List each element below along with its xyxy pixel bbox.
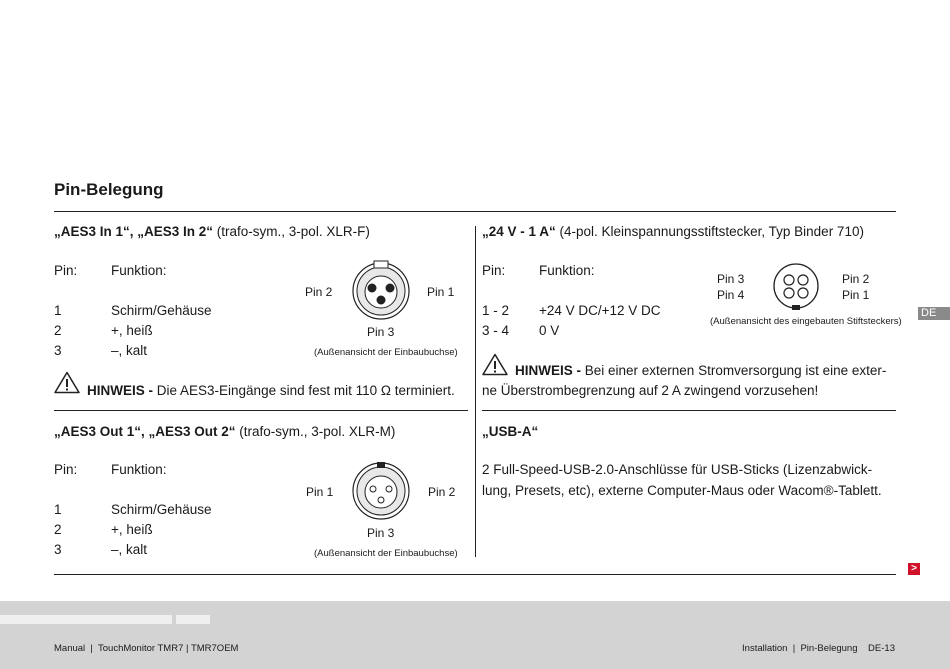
usb-title: „USB-A“ xyxy=(482,424,539,439)
aes-out-title-bold: „AES3 Out 1“, „AES3 Out 2“ xyxy=(54,424,236,439)
heading-rule xyxy=(54,211,896,212)
power-diagram-caption: (Außenansicht des eingebauten Stiftsteckers) xyxy=(710,316,902,327)
aes-in-row-1-func: Schirm/Gehäuse xyxy=(111,303,212,318)
aes-in-row-3-pin: 3 xyxy=(54,343,62,358)
bottom-rule xyxy=(54,574,896,575)
xlr-male-connector-icon xyxy=(350,460,412,522)
aes-out-row-3-func: –, kalt xyxy=(111,542,148,557)
aes-out-row-1-pin: 1 xyxy=(54,502,62,517)
footer-right-text: Installation | Pin-Belegung DE-13 xyxy=(742,643,895,654)
aes-in-row-1-pin: 1 xyxy=(54,303,62,318)
aes-out-title xyxy=(54,424,395,440)
power-row-2-pin: 3 - 4 xyxy=(482,323,510,338)
usb-text-line-2: lung, Presets, etc), externe Computer-Maus oder Wacom®-Tablett. xyxy=(482,483,882,498)
language-tab: DE xyxy=(918,307,950,320)
aes-out-diagram-caption: (Außenansicht der Einbaubuchse) xyxy=(314,548,458,559)
power-row-1-func: +24 V DC/+12 V DC xyxy=(539,303,661,318)
aes-in-note xyxy=(87,383,455,399)
column-divider xyxy=(475,226,476,557)
aes-in-note-text: Die AES3-Eingänge sind fest mit 110 Ω terminiert. xyxy=(153,383,455,398)
power-title-bold: „24 V - 1 A“ xyxy=(482,224,556,239)
power-note-label: HINWEIS - xyxy=(515,363,581,378)
power-title xyxy=(482,224,864,240)
aes-in-row-2-pin: 2 xyxy=(54,323,62,338)
right-section-rule xyxy=(482,410,896,411)
aes-out-func-header: Funktion: xyxy=(111,462,167,477)
aes-out-title-rest: (trafo-sym., 3-pol. XLR-M) xyxy=(235,424,396,439)
power-row-2-func: 0 V xyxy=(539,323,560,338)
left-section-rule xyxy=(54,410,468,411)
next-page-arrow[interactable]: > xyxy=(908,563,920,575)
power-diagram-right-bottom: Pin 1 xyxy=(842,288,870,302)
aes-in-diagram-bottom: Pin 3 xyxy=(367,325,395,339)
aes-out-diagram-right: Pin 2 xyxy=(428,485,456,499)
aes-out-row-2-func: +, heiß xyxy=(111,522,153,537)
aes-in-diagram-right: Pin 1 xyxy=(427,285,455,299)
warning-icon xyxy=(482,353,508,376)
aes-in-title xyxy=(54,224,370,240)
aes-out-row-3-pin: 3 xyxy=(54,542,62,557)
footer-tab-short xyxy=(176,615,210,624)
aes-out-diagram-bottom: Pin 3 xyxy=(367,526,395,540)
xlr-female-connector-icon xyxy=(350,260,412,322)
aes-out-pin-header: Pin: xyxy=(54,462,78,477)
aes-in-row-2-func: +, heiß xyxy=(111,323,153,338)
footer-left-text: Manual | TouchMonitor TMR7 | TMR7OEM xyxy=(54,643,239,654)
footer-tab-long xyxy=(0,615,172,624)
warning-icon xyxy=(54,371,80,394)
aes-in-row-3-func: –, kalt xyxy=(111,343,148,358)
aes-out-row-1-func: Schirm/Gehäuse xyxy=(111,502,212,517)
aes-in-diagram-left: Pin 2 xyxy=(305,285,333,299)
aes-out-row-2-pin: 2 xyxy=(54,522,62,537)
power-note-line-1 xyxy=(515,363,886,379)
power-row-1-pin: 1 - 2 xyxy=(482,303,510,318)
usb-text-line-1: 2 Full-Speed-USB-2.0-Anschlüsse für USB-Sticks (Lizenzabwick- xyxy=(482,462,873,477)
power-func-header: Funktion: xyxy=(539,263,595,278)
aes-in-title-rest: (trafo-sym., 3-pol. XLR-F) xyxy=(213,224,370,239)
power-title-rest: (4-pol. Kleinspannungsstiftstecker, Typ Binder 710) xyxy=(555,224,864,239)
aes-out-diagram-left: Pin 1 xyxy=(306,485,334,499)
power-note-text: Bei einer externen Stromversorgung ist eine exter- xyxy=(581,363,887,378)
footer xyxy=(0,601,950,669)
power-note-line-2: ne Überstrombegrenzung auf 2 A zwingend vorzusehen! xyxy=(482,383,819,398)
aes-in-func-header: Funktion: xyxy=(111,263,167,278)
binder-4pin-connector-icon xyxy=(771,263,821,311)
aes-in-pin-header: Pin: xyxy=(54,263,78,278)
power-diagram-left-top: Pin 3 xyxy=(717,272,745,286)
power-pin-header: Pin: xyxy=(482,263,506,278)
aes-in-diagram-caption: (Außenansicht der Einbaubuchse) xyxy=(314,347,458,358)
aes-in-note-label: HINWEIS - xyxy=(87,383,153,398)
power-diagram-right-top: Pin 2 xyxy=(842,272,870,286)
power-diagram-left-bottom: Pin 4 xyxy=(717,288,745,302)
aes-in-title-bold: „AES3 In 1“, „AES3 In 2“ xyxy=(54,224,214,239)
page-title: Pin-Belegung xyxy=(54,180,164,199)
